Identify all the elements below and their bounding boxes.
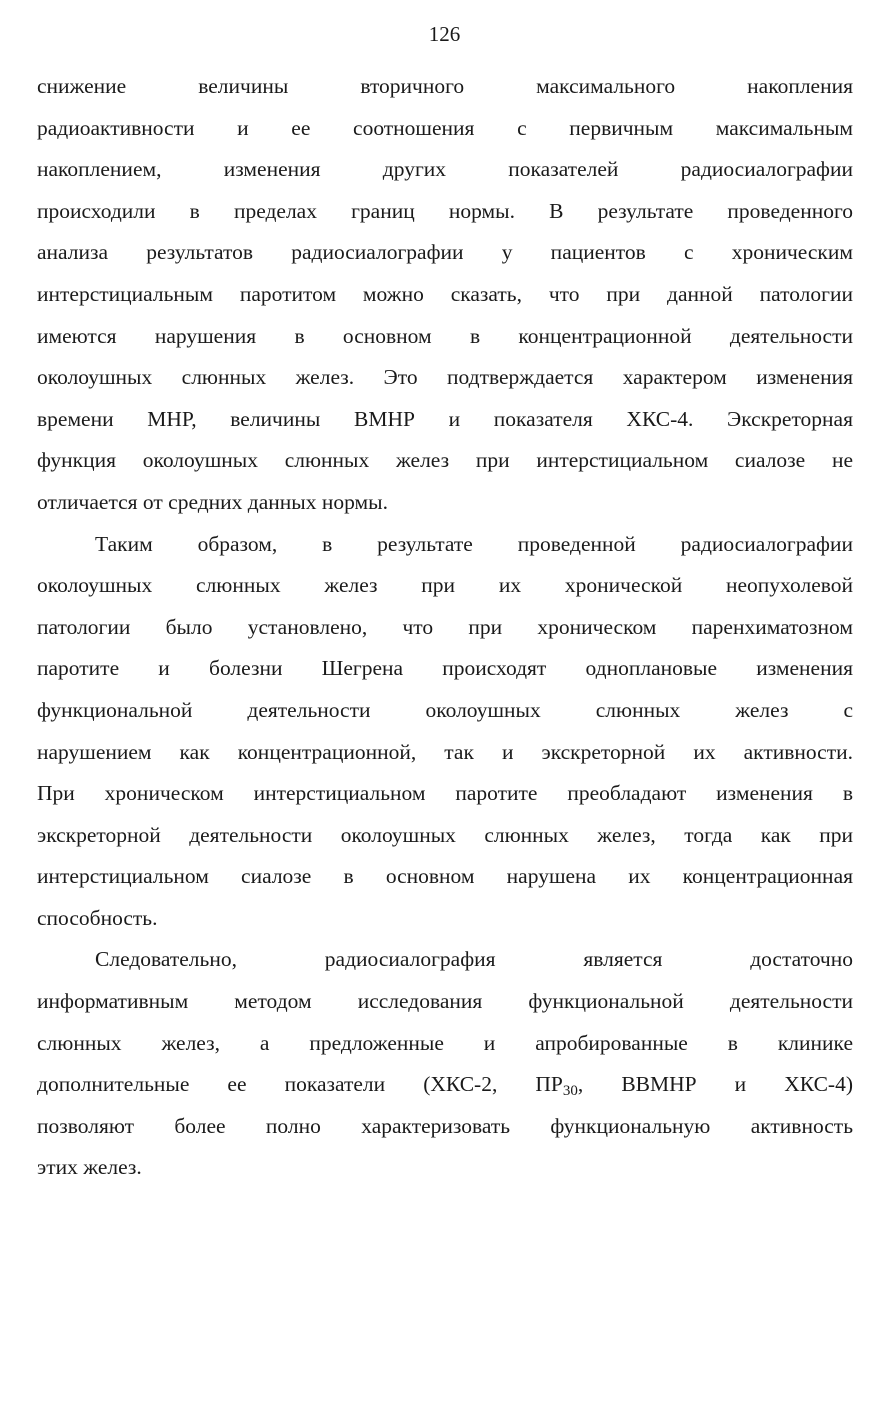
text-line: имеются нарушения в основном в концентрационной деятельности [37,323,853,348]
text-line: При хроническом интерстициальном паротите преобладают изменения в [37,781,853,806]
text-line: паротите и болезни Шегрена происходят одноплановые изменения [37,656,853,681]
text-line: интерстициальном сиалозе в основном нарушена их концентрационная [37,864,853,889]
text-line: информативным методом исследования функциональной деятельности [37,989,853,1014]
page-body [37,66,853,1189]
text-line: околоушных слюнных желез при их хронической неопухолевой [37,573,853,598]
text-line: слюнных желез, а предложенные и апробированные в клинике [37,1030,853,1055]
subscript: 30 [562,1083,578,1100]
text-line: Таким образом, в результате проведенной радиосиалографии [95,531,853,556]
text-line: околоушных слюнных желез. Это подтверждается характером изменения [37,365,853,390]
text-line: способность. [37,905,158,930]
text-line-with-subscript [37,1064,853,1106]
page-number: 126 [428,22,461,46]
text-line: снижение величины вторичного максимального накопления [37,74,853,98]
paragraph-2 [37,524,853,940]
text-line: функция околоушных слюнных желез при интерстициальном сиалозе не [37,448,853,473]
text-line: Следовательно, радиосиалография является достаточно [95,947,853,972]
text-line: интерстициальным паротитом можно сказать, что при данной патологии [37,281,853,306]
text-line: патологии было установлено, что при хроническом паренхиматозном [37,614,853,639]
paragraph-3 [37,939,853,1189]
text-line: экскреторной деятельности околоушных слюнных желез, тогда как при [37,822,853,847]
text-line: позволяют более полно характеризовать функциональную активность [37,1113,853,1138]
text-fragment: , ВВМНР и ХКС-4) [577,1072,853,1097]
text-fragment: дополнительные ее показатели (ХКС-2, ПР [37,1072,563,1097]
text-line: радиоактивности и ее соотношения с первичным максимальным [37,115,853,140]
paragraph-1 [37,66,853,524]
text-line: накоплением, изменения других показателей радиосиалографии [37,157,853,182]
text-line: этих желез. [37,1155,142,1180]
text-line: нарушением как концентрационной, так и экскреторной их активности. [37,739,853,764]
text-line: происходили в пределах границ нормы. В результате проведенного [37,198,853,223]
text-line: времени МНР, величины ВМНР и показателя ХКС-4. Экскреторная [37,406,853,431]
text-line: анализа результатов радиосиалографии у пациентов с хроническим [37,240,853,265]
text-line: отличается от средних данных нормы. [37,489,388,514]
text-line: функциональной деятельности околоушных слюнных желез с [37,697,853,722]
